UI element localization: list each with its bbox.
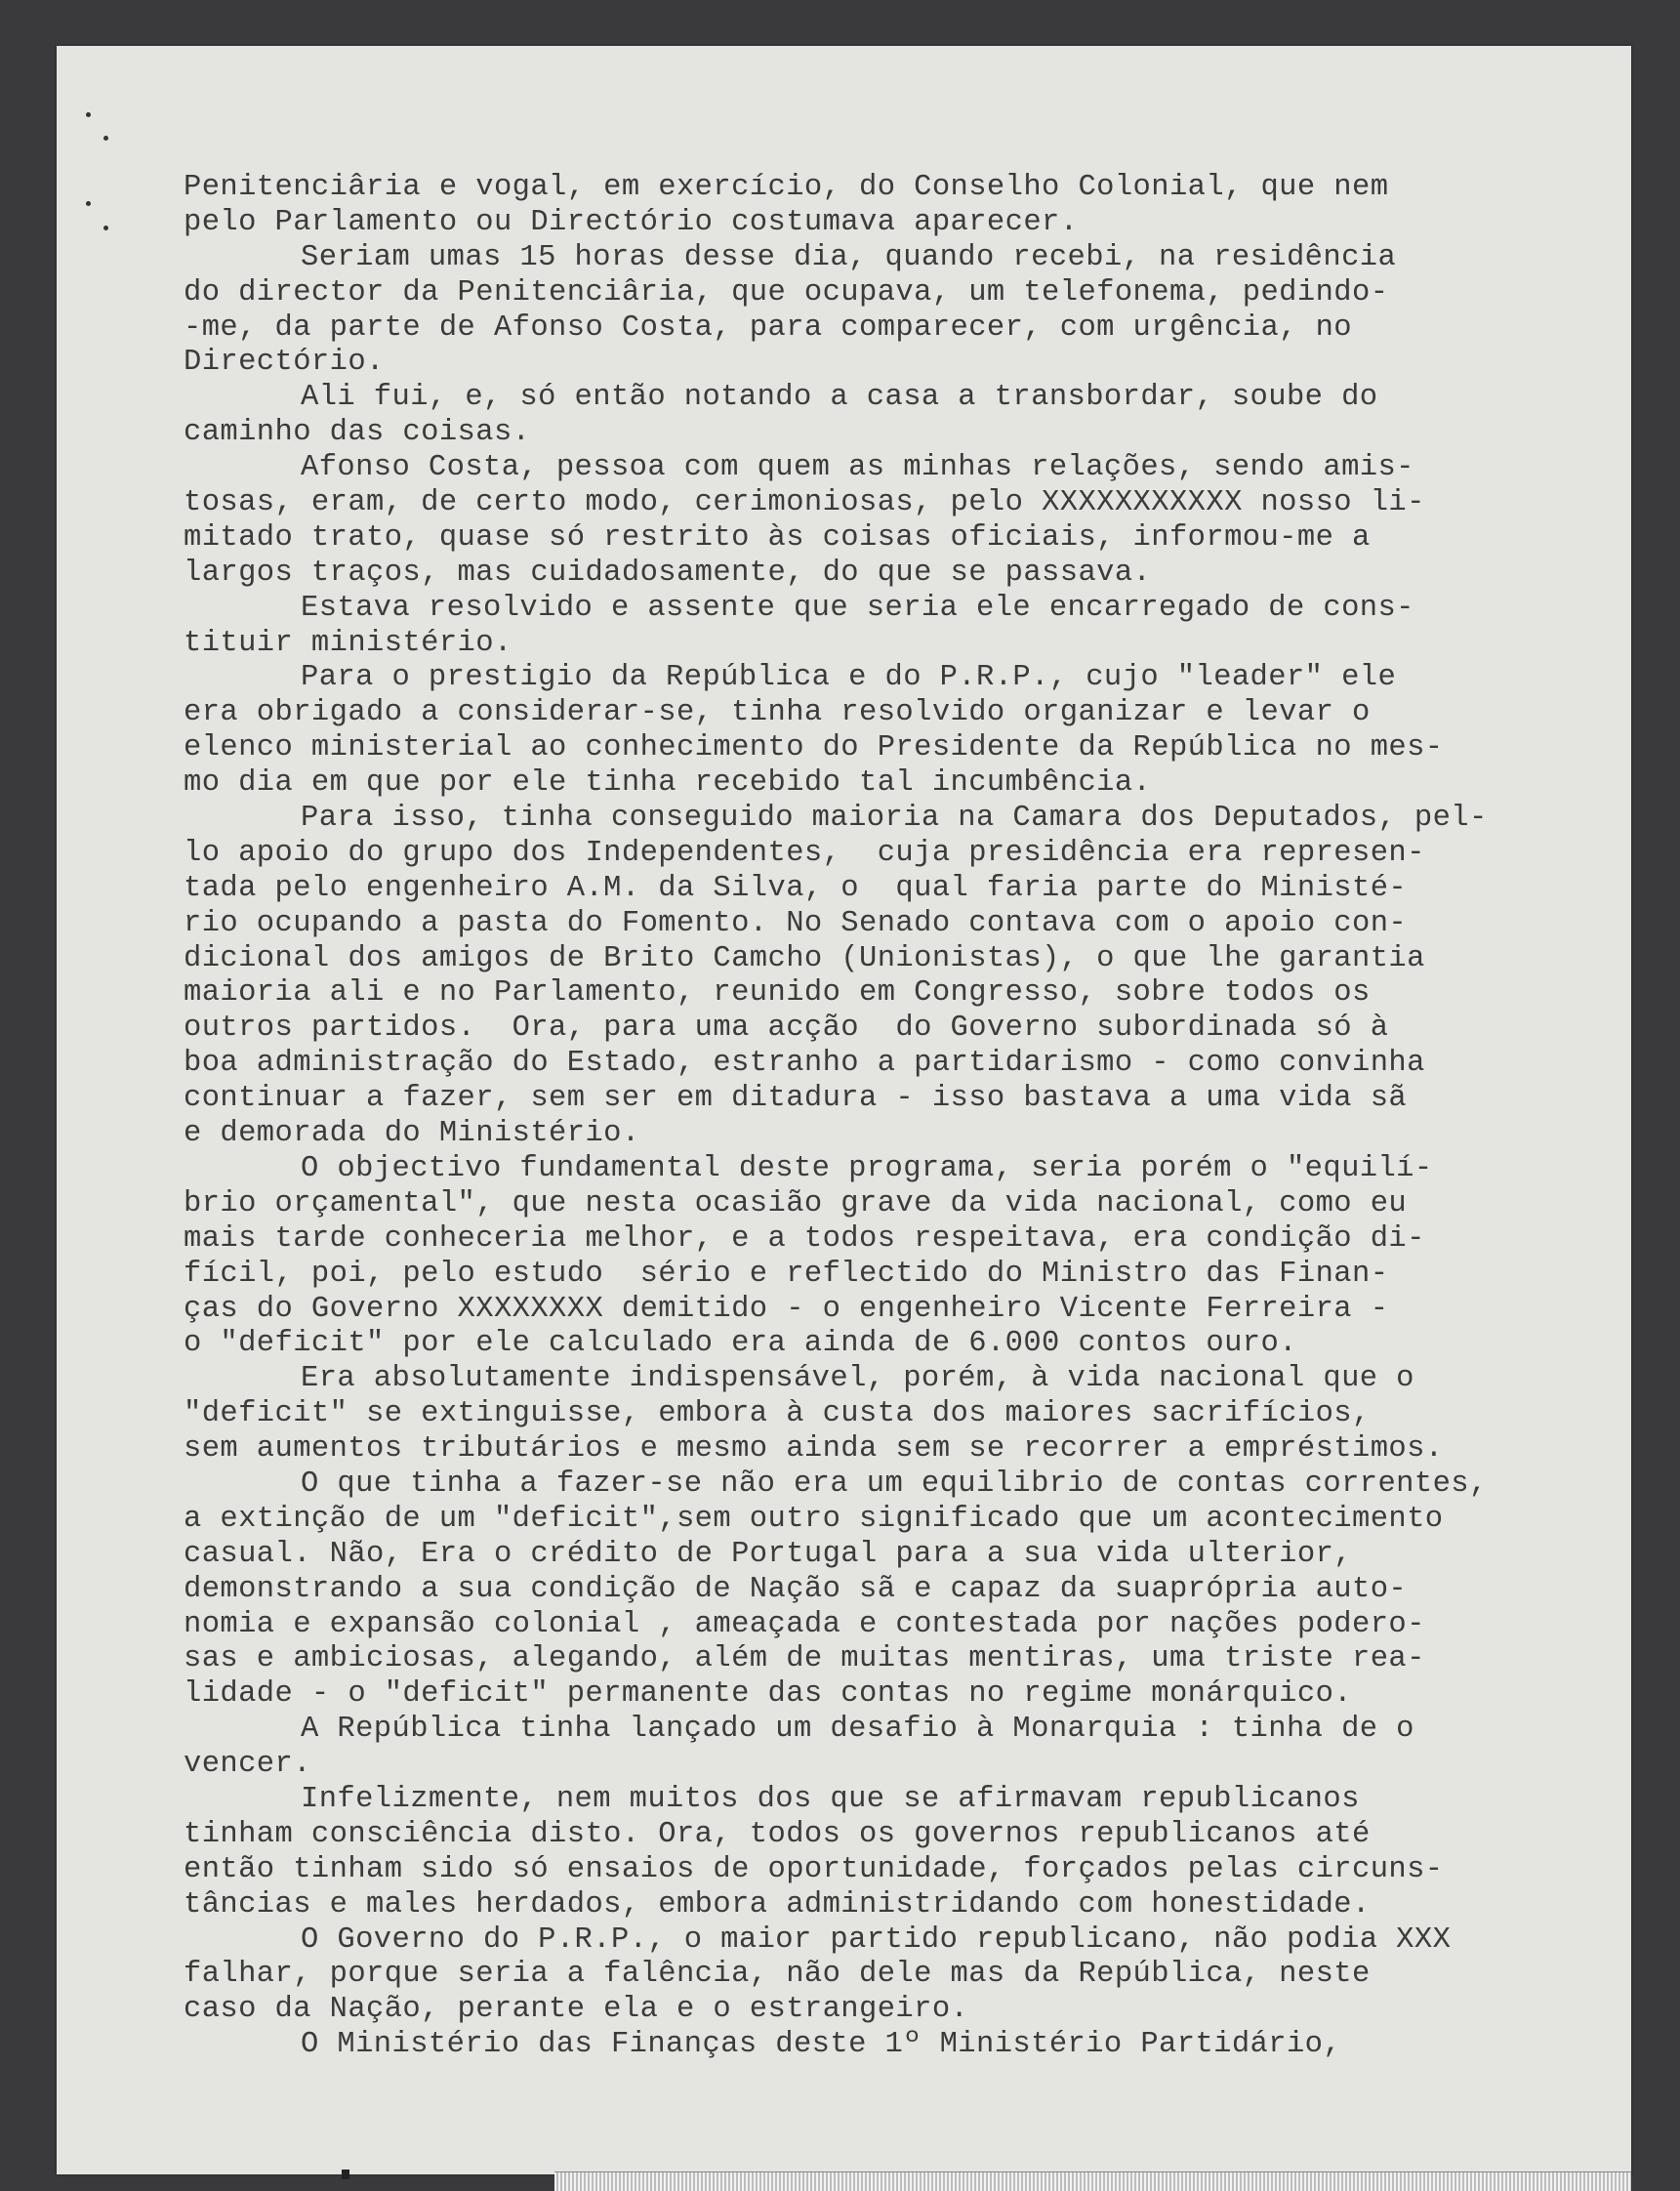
text-line: Seriam umas 15 horas desse dia, quando recebi, na residência [301, 240, 1397, 274]
text-line: Para o prestigio da República e do P.R.P., cujo "leader" ele [301, 661, 1397, 695]
text-line: demonstrando a sua condição de Nação sã e capaz da suaprópria auto- [184, 1572, 1408, 1606]
text-line: ças do Governo XXXXXXXX demitido - o engenheiro Vicente Ferreira - [184, 1292, 1389, 1326]
text-line: Era absolutamente indispensável, porém, à vida nacional que o [301, 1362, 1414, 1396]
text-line: e demorada do Ministério. [184, 1117, 640, 1151]
text-line: elenco ministerial ao conhecimento do Presidente da República no mes- [184, 731, 1444, 765]
binding-hole-mark [103, 136, 108, 141]
text-line: falhar, porque seria a falência, não dele mas da República, neste [184, 1958, 1371, 1992]
text-line: o "deficit" por ele calculado era ainda de 6.000 contos ouro. [184, 1327, 1297, 1361]
text-line: nomia e expansão colonial , ameaçada e contestada por nações podero- [184, 1607, 1425, 1641]
text-line: lo apoio do grupo dos Independentes, cuja presidência era represen- [184, 836, 1425, 870]
text-line: Ali fui, e, só então notando a casa a transbordar, soube do [301, 381, 1378, 415]
text-line: tosas, eram, de certo modo, cerimoniosas, pelo XXXXXXXXXXX nosso li- [184, 486, 1425, 520]
text-line: Afonso Costa, pessoa com quem as minhas relações, sendo amis- [301, 451, 1414, 485]
typewritten-text-body [184, 171, 1589, 2063]
text-line: -me, da parte de Afonso Costa, para comparecer, com urgência, no [184, 310, 1352, 345]
text-line: fícil, poi, pelo estudo sério e reflectido do Ministro das Finan- [184, 1257, 1389, 1291]
text-line: outros partidos. Ora, para uma acção do Governo subordinada só à [184, 1012, 1389, 1046]
text-line: maioria ali e no Parlamento, reunido em Congresso, sobre todos os [184, 976, 1371, 1011]
scale-ruler [554, 2171, 1631, 2191]
text-line: mo dia em que por ele tinha recebido tal incumbência. [184, 766, 1152, 801]
text-line: tinham consciência disto. Ora, todos os governos republicanos até [184, 1817, 1371, 1851]
text-line: O Ministério das Finanças deste 1º Ministério Partidário, [301, 2028, 1342, 2062]
text-line: brio orçamental", que nesta ocasião grave da vida nacional, como eu [184, 1186, 1408, 1220]
text-line: vencer. [184, 1748, 311, 1782]
text-line: O Governo do P.R.P., o maior partido republicano, não podia XXX [301, 1922, 1452, 1957]
text-line: do director da Penitenciâria, que ocupava, um telefonema, pedindo- [184, 275, 1389, 310]
text-line: casual. Não, Era o crédito de Portugal para a sua vida ulterior, [184, 1537, 1352, 1571]
text-line: sas e ambiciosas, alegando, além de muitas mentiras, uma triste rea- [184, 1642, 1425, 1676]
text-line: Directório. [184, 346, 385, 380]
ruler-marker [342, 2170, 349, 2179]
text-line: largos traços, mas cuidadosamente, do que se passava. [184, 556, 1152, 590]
text-line: Para isso, tinha conseguido maioria na Camara dos Deputados, pel- [301, 802, 1488, 836]
binding-hole-mark [86, 201, 91, 206]
text-line: pelo Parlamento ou Directório costumava aparecer. [184, 205, 1079, 239]
text-line: mais tarde conheceria melhor, e a todos respeitava, era condição di- [184, 1221, 1425, 1256]
text-line: então tinham sido só ensaios de oportunidade, forçados pelas circuns- [184, 1852, 1444, 1886]
text-line: Estava resolvido e assente que seria ele encarregado de cons- [301, 591, 1414, 625]
document-page [57, 46, 1631, 2174]
text-line: tituir ministério. [184, 626, 512, 660]
text-line: "deficit" se extinguisse, embora à custa dos maiores sacrifícios, [184, 1397, 1371, 1431]
text-line: A República tinha lançado um desafio à Monarquia : tinha de o [301, 1713, 1414, 1747]
binding-hole-mark [86, 112, 91, 117]
text-line: tada pelo engenheiro A.M. da Silva, o qual faria parte do Ministé- [184, 871, 1408, 905]
text-line: rio ocupando a pasta do Fomento. No Senado contava com o apoio con- [184, 906, 1408, 940]
text-line: Infelizmente, nem muitos dos que se afirmavam republicanos [301, 1782, 1360, 1816]
text-line: era obrigado a considerar-se, tinha resolvido organizar e levar o [184, 696, 1371, 730]
text-line: O que tinha a fazer-se não era um equilibrio de contas correntes, [301, 1467, 1488, 1501]
text-line: O objectivo fundamental deste programa, seria porém o "equilí- [301, 1151, 1433, 1185]
text-line: tâncias e males herdados, embora administridando com honestidade. [184, 1887, 1371, 1922]
text-line: dicional dos amigos de Brito Camcho (Unionistas), o que lhe garantia [184, 941, 1425, 975]
text-line: mitado trato, quase só restrito às coisas oficiais, informou-me a [184, 520, 1371, 555]
text-line: a extinção de um "deficit",sem outro significado que um acontecimento [184, 1502, 1444, 1536]
text-line: caso da Nação, perante ela e o estrangeiro. [184, 1993, 969, 2027]
text-line: caminho das coisas. [184, 416, 531, 450]
text-line: continuar a fazer, sem ser em ditadura - isso bastava a uma vida sã [184, 1082, 1408, 1116]
text-line: Penitenciâria e vogal, em exercício, do Conselho Colonial, que nem [184, 171, 1389, 204]
text-line: lidade - o "deficit" permanente das contas no regime monárquico. [184, 1677, 1352, 1712]
text-line: boa administração do Estado, estranho a partidarismo - como convinha [184, 1047, 1425, 1081]
text-line: sem aumentos tributários e mesmo ainda sem se recorrer a empréstimos. [184, 1432, 1444, 1467]
binding-hole-mark [103, 226, 108, 230]
